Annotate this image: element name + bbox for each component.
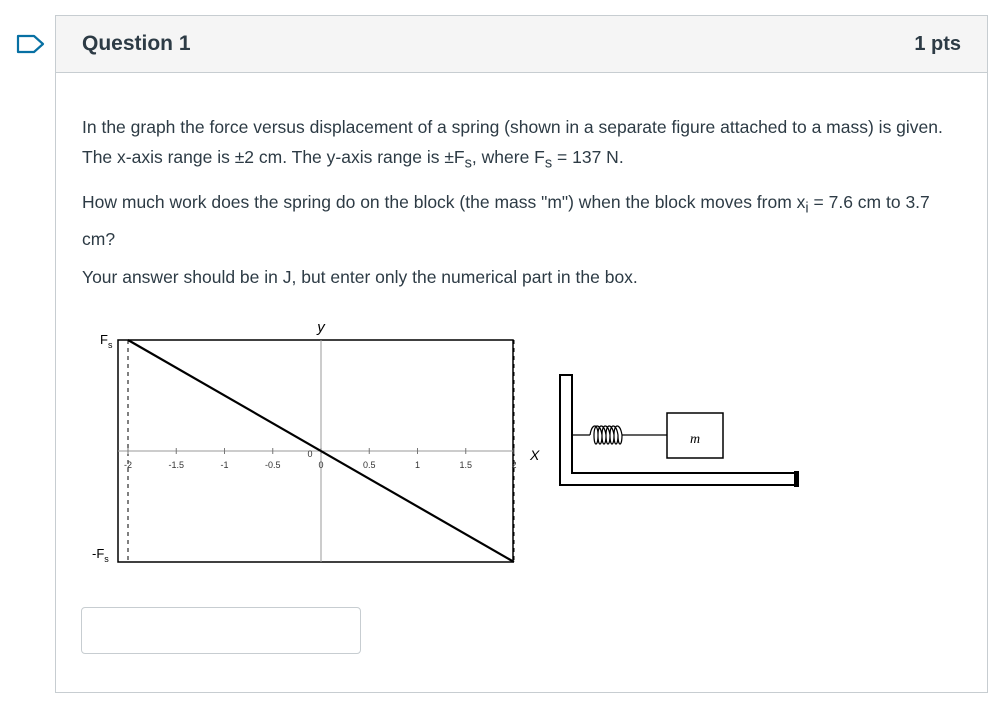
question-title: Question 1 xyxy=(82,32,191,55)
force-displacement-chart xyxy=(80,315,540,575)
question-header xyxy=(56,16,987,73)
spring-mass-diagram xyxy=(550,365,810,565)
question-figure xyxy=(80,315,820,575)
question-paragraph-3: Your answer should be in J, but enter only the numerical part in the box. xyxy=(82,267,638,287)
floor-end-block xyxy=(794,471,799,487)
question-paragraph-2: How much work does the spring do on the block (the mass "m") when the block moves from $x_i = 7.6$ cm to 3.7 cm? xyxy=(82,192,930,249)
flag-question-icon[interactable] xyxy=(16,34,46,54)
answer-input[interactable] xyxy=(81,607,361,654)
x-tick-label: 0.5 xyxy=(362,460,376,470)
question-points: 1 pts xyxy=(914,32,961,55)
fs-bottom-label: $-F_s$ xyxy=(92,546,109,564)
spring xyxy=(572,426,667,444)
question-paragraph-1: In the graph the force versus displacement of a spring (shown in a separate figure attached to a mass) is given. The x-axis range is ±2 cm. The y-axis range is $\pm F_s$, where $F_s = 137$ N. xyxy=(82,117,943,172)
x-tick-label: -2 xyxy=(123,460,133,470)
x-tick-label: -1.5 xyxy=(168,460,185,470)
y-axis-label: y xyxy=(317,319,325,336)
x-tick-label: 1.5 xyxy=(459,460,473,470)
x-tick-label: 1 xyxy=(414,460,421,470)
x-axis-label: X xyxy=(530,447,540,463)
mass-label: m xyxy=(689,432,701,447)
fs-top-label: $F_s$ xyxy=(100,332,113,350)
x-tick-label: -1 xyxy=(220,460,229,470)
x-tick-label: 0 xyxy=(318,460,324,470)
x-tick-label: 2 xyxy=(511,460,517,470)
x-tick-label: -0.5 xyxy=(264,460,281,470)
origin-label: 0 xyxy=(307,449,313,459)
